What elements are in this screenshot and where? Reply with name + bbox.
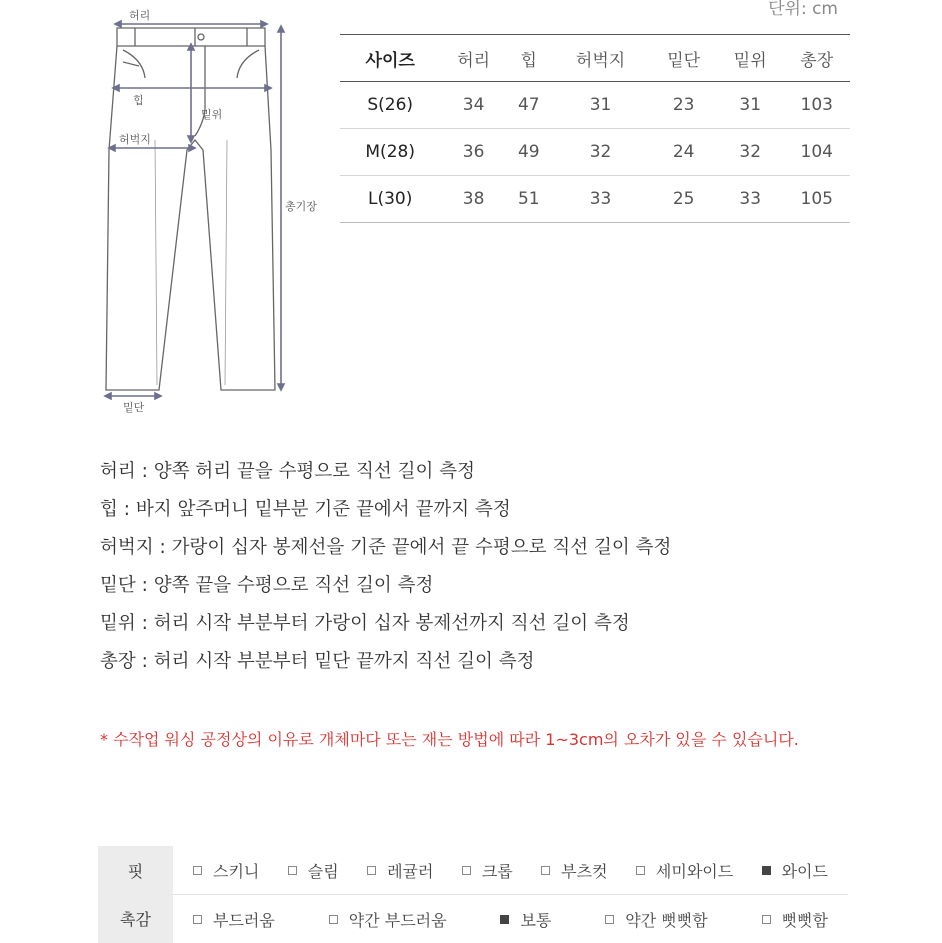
checkbox-checked-icon bbox=[762, 866, 771, 875]
header-thigh: 허벅지 bbox=[551, 35, 651, 82]
cell-thigh: 33 bbox=[551, 176, 651, 223]
cell-length: 103 bbox=[783, 82, 850, 129]
checkbox-icon bbox=[541, 866, 550, 875]
description-thigh: 허벅지 : 가랑이 십자 봉제선을 기준 끝에서 끝 수평으로 직선 길이 측정 bbox=[100, 529, 671, 567]
fit-label: 핏 bbox=[98, 846, 173, 895]
header-rise: 밑위 bbox=[717, 35, 784, 82]
fit-option: 크롭 bbox=[462, 859, 513, 882]
cell-waist: 38 bbox=[440, 176, 507, 223]
cell-length: 105 bbox=[783, 176, 850, 223]
cell-waist: 34 bbox=[440, 82, 507, 129]
feel-option: 약간 부드러움 bbox=[329, 908, 447, 931]
waist-label: 허리 bbox=[129, 7, 150, 23]
feel-option: 부드러움 bbox=[193, 908, 275, 931]
fit-option: 부츠컷 bbox=[541, 859, 607, 882]
cell-thigh: 31 bbox=[551, 82, 651, 129]
feel-row bbox=[98, 895, 848, 943]
header-size: 사이즈 bbox=[340, 35, 440, 82]
fit-option: 세미와이드 bbox=[636, 859, 733, 882]
cell-hip: 51 bbox=[507, 176, 551, 223]
hem-label: 밑단 bbox=[123, 399, 144, 415]
fit-option: 슬림 bbox=[288, 859, 339, 882]
fit-option: 레귤러 bbox=[367, 859, 433, 882]
feel-option: 보통 bbox=[500, 908, 551, 931]
size-table-header-row bbox=[340, 35, 850, 82]
table-row bbox=[340, 82, 850, 129]
description-length: 총장 : 허리 시작 부분부터 밑단 끝까지 직선 길이 측정 bbox=[100, 643, 671, 681]
header-hem: 밑단 bbox=[650, 35, 717, 82]
description-hip: 힙 : 바지 앞주머니 밑부분 기준 끝에서 끝까지 측정 bbox=[100, 491, 671, 529]
fit-option: 와이드 bbox=[762, 859, 828, 882]
rise-label: 밑위 bbox=[201, 106, 222, 122]
cell-rise: 31 bbox=[717, 82, 784, 129]
fit-option: 스키니 bbox=[193, 859, 259, 882]
cell-hip: 47 bbox=[507, 82, 551, 129]
checkbox-icon bbox=[367, 866, 376, 875]
checkbox-icon bbox=[762, 915, 771, 924]
cell-size: S(26) bbox=[340, 82, 440, 129]
description-waist: 허리 : 양쪽 허리 끝을 수평으로 직선 길이 측정 bbox=[100, 453, 671, 491]
checkbox-icon bbox=[462, 866, 471, 875]
cell-hem: 25 bbox=[650, 176, 717, 223]
fit-options bbox=[173, 859, 848, 882]
cell-size: L(30) bbox=[340, 176, 440, 223]
table-row bbox=[340, 129, 850, 176]
header-waist: 허리 bbox=[440, 35, 507, 82]
cell-thigh: 32 bbox=[551, 129, 651, 176]
thigh-label: 허벅지 bbox=[119, 131, 151, 147]
description-rise: 밑위 : 허리 시작 부분부터 가랑이 십자 봉제선까지 직선 길이 측정 bbox=[100, 605, 671, 643]
header-length: 총장 bbox=[783, 35, 850, 82]
attribute-table bbox=[98, 846, 848, 943]
checkbox-icon bbox=[193, 866, 202, 875]
cell-waist: 36 bbox=[440, 129, 507, 176]
cell-length: 104 bbox=[783, 129, 850, 176]
checkbox-icon bbox=[329, 915, 338, 924]
unit-label: 단위: cm bbox=[768, 0, 838, 19]
feel-options bbox=[173, 908, 848, 931]
checkbox-icon bbox=[288, 866, 297, 875]
measurement-descriptions bbox=[100, 453, 671, 681]
size-table bbox=[340, 34, 850, 223]
cell-hem: 23 bbox=[650, 82, 717, 129]
feel-option: 뻣뻣함 bbox=[762, 908, 828, 931]
cell-rise: 32 bbox=[717, 129, 784, 176]
checkbox-icon bbox=[193, 915, 202, 924]
checkbox-checked-icon bbox=[500, 915, 509, 924]
table-row bbox=[340, 176, 850, 223]
length-label: 총기장 bbox=[285, 198, 317, 214]
measurement-notice: * 수작업 워싱 공정상의 이유로 개체마다 또는 재는 방법에 따라 1~3cm의 오차가 있을 수 있습니다. bbox=[100, 727, 799, 750]
fit-row bbox=[98, 846, 848, 895]
checkbox-icon bbox=[605, 915, 614, 924]
checkbox-icon bbox=[636, 866, 645, 875]
pants-measurement-diagram bbox=[95, 0, 335, 420]
header-hip: 힙 bbox=[507, 35, 551, 82]
description-hem: 밑단 : 양쪽 끝을 수평으로 직선 길이 측정 bbox=[100, 567, 671, 605]
cell-hip: 49 bbox=[507, 129, 551, 176]
feel-option: 약간 뻣뻣함 bbox=[605, 908, 707, 931]
cell-size: M(28) bbox=[340, 129, 440, 176]
cell-rise: 33 bbox=[717, 176, 784, 223]
hip-label: 힙 bbox=[133, 92, 144, 108]
feel-label: 촉감 bbox=[98, 895, 173, 943]
cell-hem: 24 bbox=[650, 129, 717, 176]
